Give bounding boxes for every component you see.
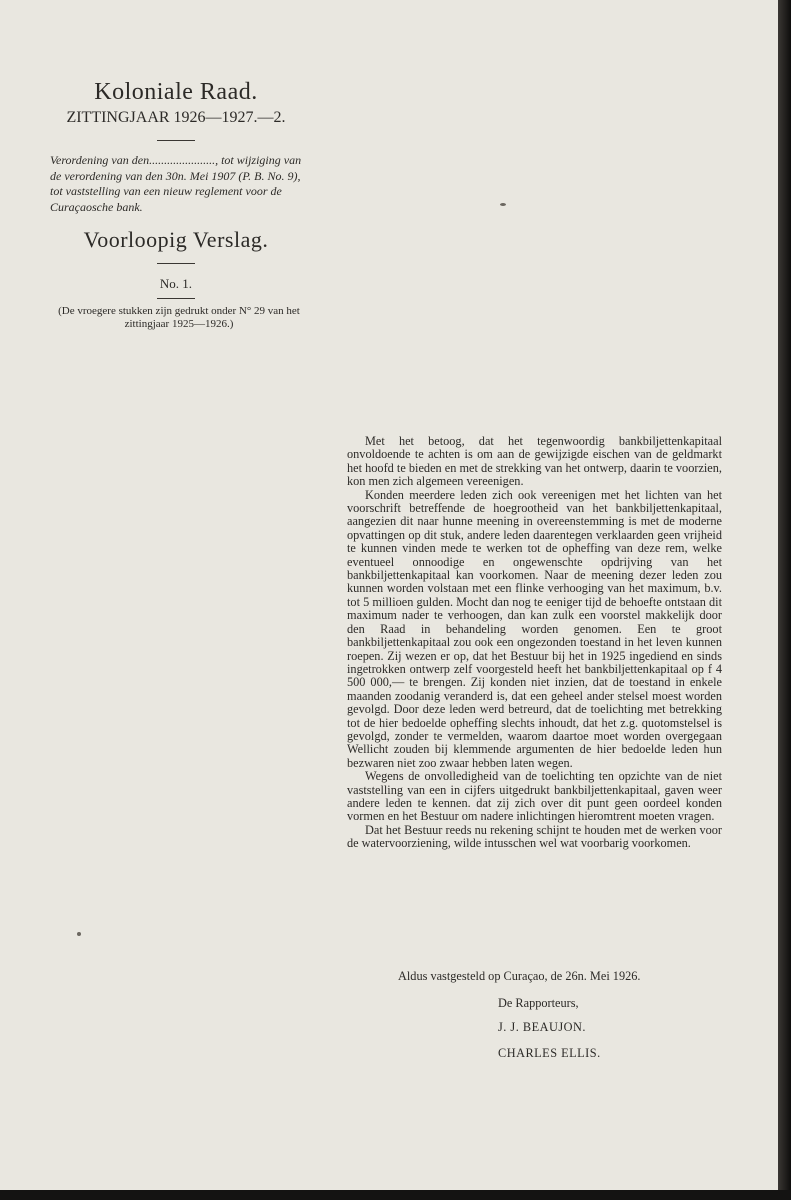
signing-line: Aldus vastgesteld op Curaçao, de 26n. Mei 1926. (398, 969, 641, 983)
council-title: Koloniale Raad. (94, 79, 258, 105)
ordinance-description: Verordening van den......................, tot wijziging van de verordening van den 30n. Mei 1907 (P. B. No. 9), tot vaststelling van een nieuw reglement voor de Curaçaosche bank. (50, 153, 302, 214)
scan-border-bottom (0, 1190, 791, 1200)
divider (157, 298, 195, 299)
report-body (347, 435, 722, 851)
report-number: No. 1. (159, 276, 193, 291)
divider (157, 263, 195, 264)
scan-speck (500, 203, 506, 206)
session-year: ZITTINGJAAR 1926—1927.—2. (66, 109, 286, 126)
rapporteur-name: J. J. BEAUJON. (498, 1020, 586, 1034)
body-paragraph: Konden meerdere leden zich ook vereenigen met het lichten van het voorschrift betreffende de hoegrootheid van het bankbiljettenkapitaal, aangezien dit naar hunne meening in overeenstemming is met de moderne opvattingen op dit stuk, andere leden daarentegen verklaarden geen vrijheid te kunnen vinden mede te werken tot de opheffing van deze rem, welke eventueel onnoodige en ongewenschte opdrijving van het bankbiljettenkapitaal kan voorkomen. Naar de meening dezer leden zou kunnen worden volstaan met een flinke verhooging van het maximum, b.v. tot 5 millioen gulden. Mocht dan nog te eeniger tijd de behoefte ontstaan dit maximum nader te verhoogen, dan kan zulk een voorstel makkelijk door den Raad in behandeling worden genomen. Een te groot bankbiljettenkapitaal zou ook een ongezonden toestand in het leven kunnen roepen. Zij wezen er op, dat het Bestuur bij het in 1925 ingediend en sinds ingetrokken ontwerp zelf voorgesteld heeft het bankbiljettenkapitaal op f 4 500 000,— te brengen. Zij konden niet inzien, dat de toestand in enkele maanden zoodanig veranderd is, dat een geheel ander stelsel moest worden gevolgd. Door deze leden werd betreurd, dat de toelichting met betrekking tot de hier bedoelde opheffing slechts inhoudt, dat het z.g. quotomstelsel is gevolgd, zonder te vermelden, waarom daartoe moet worden overgegaan Wellicht zouden bij klemmende argumenten de hier bedoelde leden hun bezwaren niet zoo zwaar hebben laten wegen. (347, 487, 722, 770)
header-column (46, 78, 306, 331)
body-paragraph: Wegens de onvolledigheid van de toelichting ten opzichte van de niet vaststelling van een in cijfers uitgedrukt bankbiljettenkapitaal, gaven weer andere leden te kennen. dat zij zich over dit punt geen oordeel konden vormen en het Bestuur om nadere inlichtingen hieromtrent moeten vragen. (347, 769, 722, 824)
rapporteur-name: CHARLES ELLIS. (498, 1046, 601, 1060)
divider (157, 140, 195, 141)
body-paragraph: Met het betoog, dat het tegenwoordig bankbiljettenkapitaal onvoldoende te achten is om aan de gewijzigde eischen van de geldmarkt het hoofd te bieden en met de strekking van het ontwerp, daarin te voorzien, kon men zich algemeen vereenigen. (347, 434, 722, 489)
scan-border-right (778, 0, 791, 1200)
rapporteurs-label: De Rapporteurs, (498, 996, 579, 1010)
report-title: Voorloopig Verslag. (83, 227, 269, 252)
body-paragraph: Dat het Bestuur reeds nu rekening schijnt te houden met de werken voor de watervoorziening, wilde intusschen wel wat voorbarig voorkomen. (347, 822, 722, 851)
earlier-documents-note: (De vroegere stukken zijn gedrukt onder N° 29 van het zittingjaar 1925—1926.) (58, 305, 300, 330)
scan-speck (77, 932, 81, 936)
